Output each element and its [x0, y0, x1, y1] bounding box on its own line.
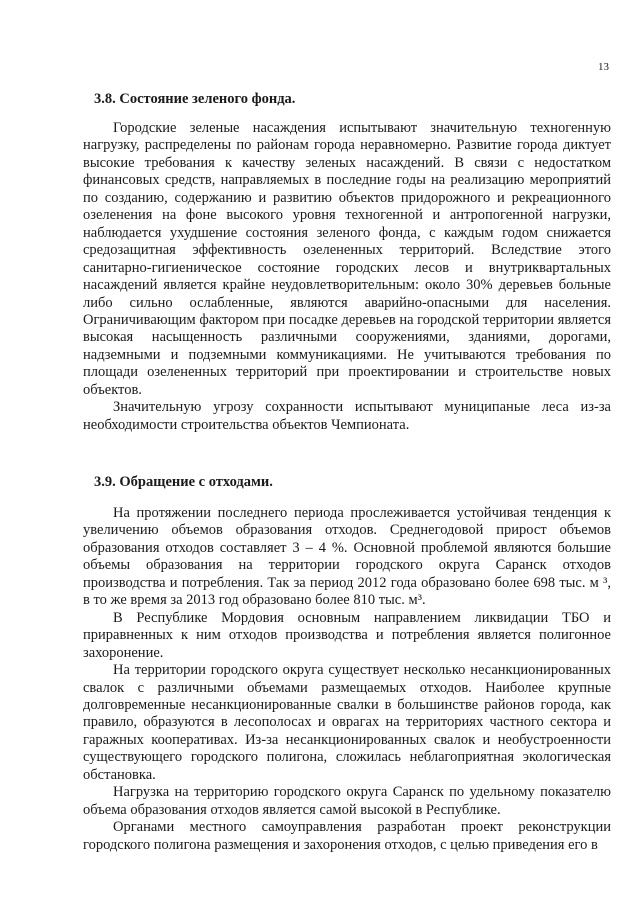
page-number: 13 — [598, 61, 609, 73]
section-body-green-fund — [83, 120, 611, 434]
paragraph: На территории городского округа существует несколько несанкционированных свалок с различными объемами размещаемых отходов. Наиболее крупные долговременные несанкционированные свалки в большинстве районов города, как правило, образуются в лесополосах и оврагах на территориях частного сектора и гаражных кооперативах. Из-за несанкционированных свалок и необустроенности существующего городского полигона, сложилась неблагоприятная экологическая обстановка. — [83, 662, 611, 783]
paragraph: Значительную угрозу сохранности испытывают муниципаные леса из-за необходимости строительства объектов Чемпионата. — [83, 399, 611, 433]
section-heading-waste-management: 3.9. Обращение с отходами. — [94, 474, 273, 490]
section-heading-green-fund: 3.8. Состояние зеленого фонда. — [94, 91, 296, 107]
paragraph: На протяжении последнего периода прослеживается устойчивая тенденция к увеличению объемов образования отходов. Среднегодовой прирост объемов образования отходов составляет 3 – 4 %. Основной проблемой являются большие объемы образования на территории городского округа Саранск отходов производства и потребления. Так за период 2012 года образовано более 698 тыс. м ³, в то же время за 2013 год образовано более 810 тыс. м³. — [83, 505, 611, 609]
paragraph: Органами местного самоуправления разработан проект реконструкции городского полигона размещения и захоронения отходов, с целью приведения его в — [83, 819, 611, 853]
paragraph: Нагрузка на территорию городского округа Саранск по удельному показателю объема образования отходов является самой высокой в Республике. — [83, 784, 611, 818]
paragraph: Городские зеленые насаждения испытывают значительную техногенную нагрузку, распределены по районам города неравномерно. Развитие города диктует высокие требования к качеству зеленых насаждений. В связи с недостатком финансовых средств, направляемых в последние годы на реализацию мероприятий по созданию, содержанию и развитию объектов придорожного и рекреационного озеленения на фоне высокого уровня техногенной и антропогенной нагрузки, наблюдается ухудшение состояния зеленого фонда, с каждым годом снижается средозащитная эффективность озелененных территорий. Вследствие этого санитарно-гигиеническое состояние городских лесов и внутриквартальных насаждений является крайне неудовлетворительным: около 30% деревьев больные либо сильно ослабленные, являются аварийно-опасными для населения. Ограничивающим фактором при посадке деревьев на городской территории является высокая насыщенность различными сооружениями, зданиями, дорогами, надземными и подземными коммуникациями. Не учитываются требования по площади озелененных территорий при проектировании и строительстве новых объектов. — [83, 120, 611, 398]
section-body-waste-management — [83, 505, 611, 854]
paragraph: В Республике Мордовия основным направлением ликвидации ТБО и приравненных к ним отходов производства и потребления является полигонное захоронение. — [83, 609, 611, 661]
